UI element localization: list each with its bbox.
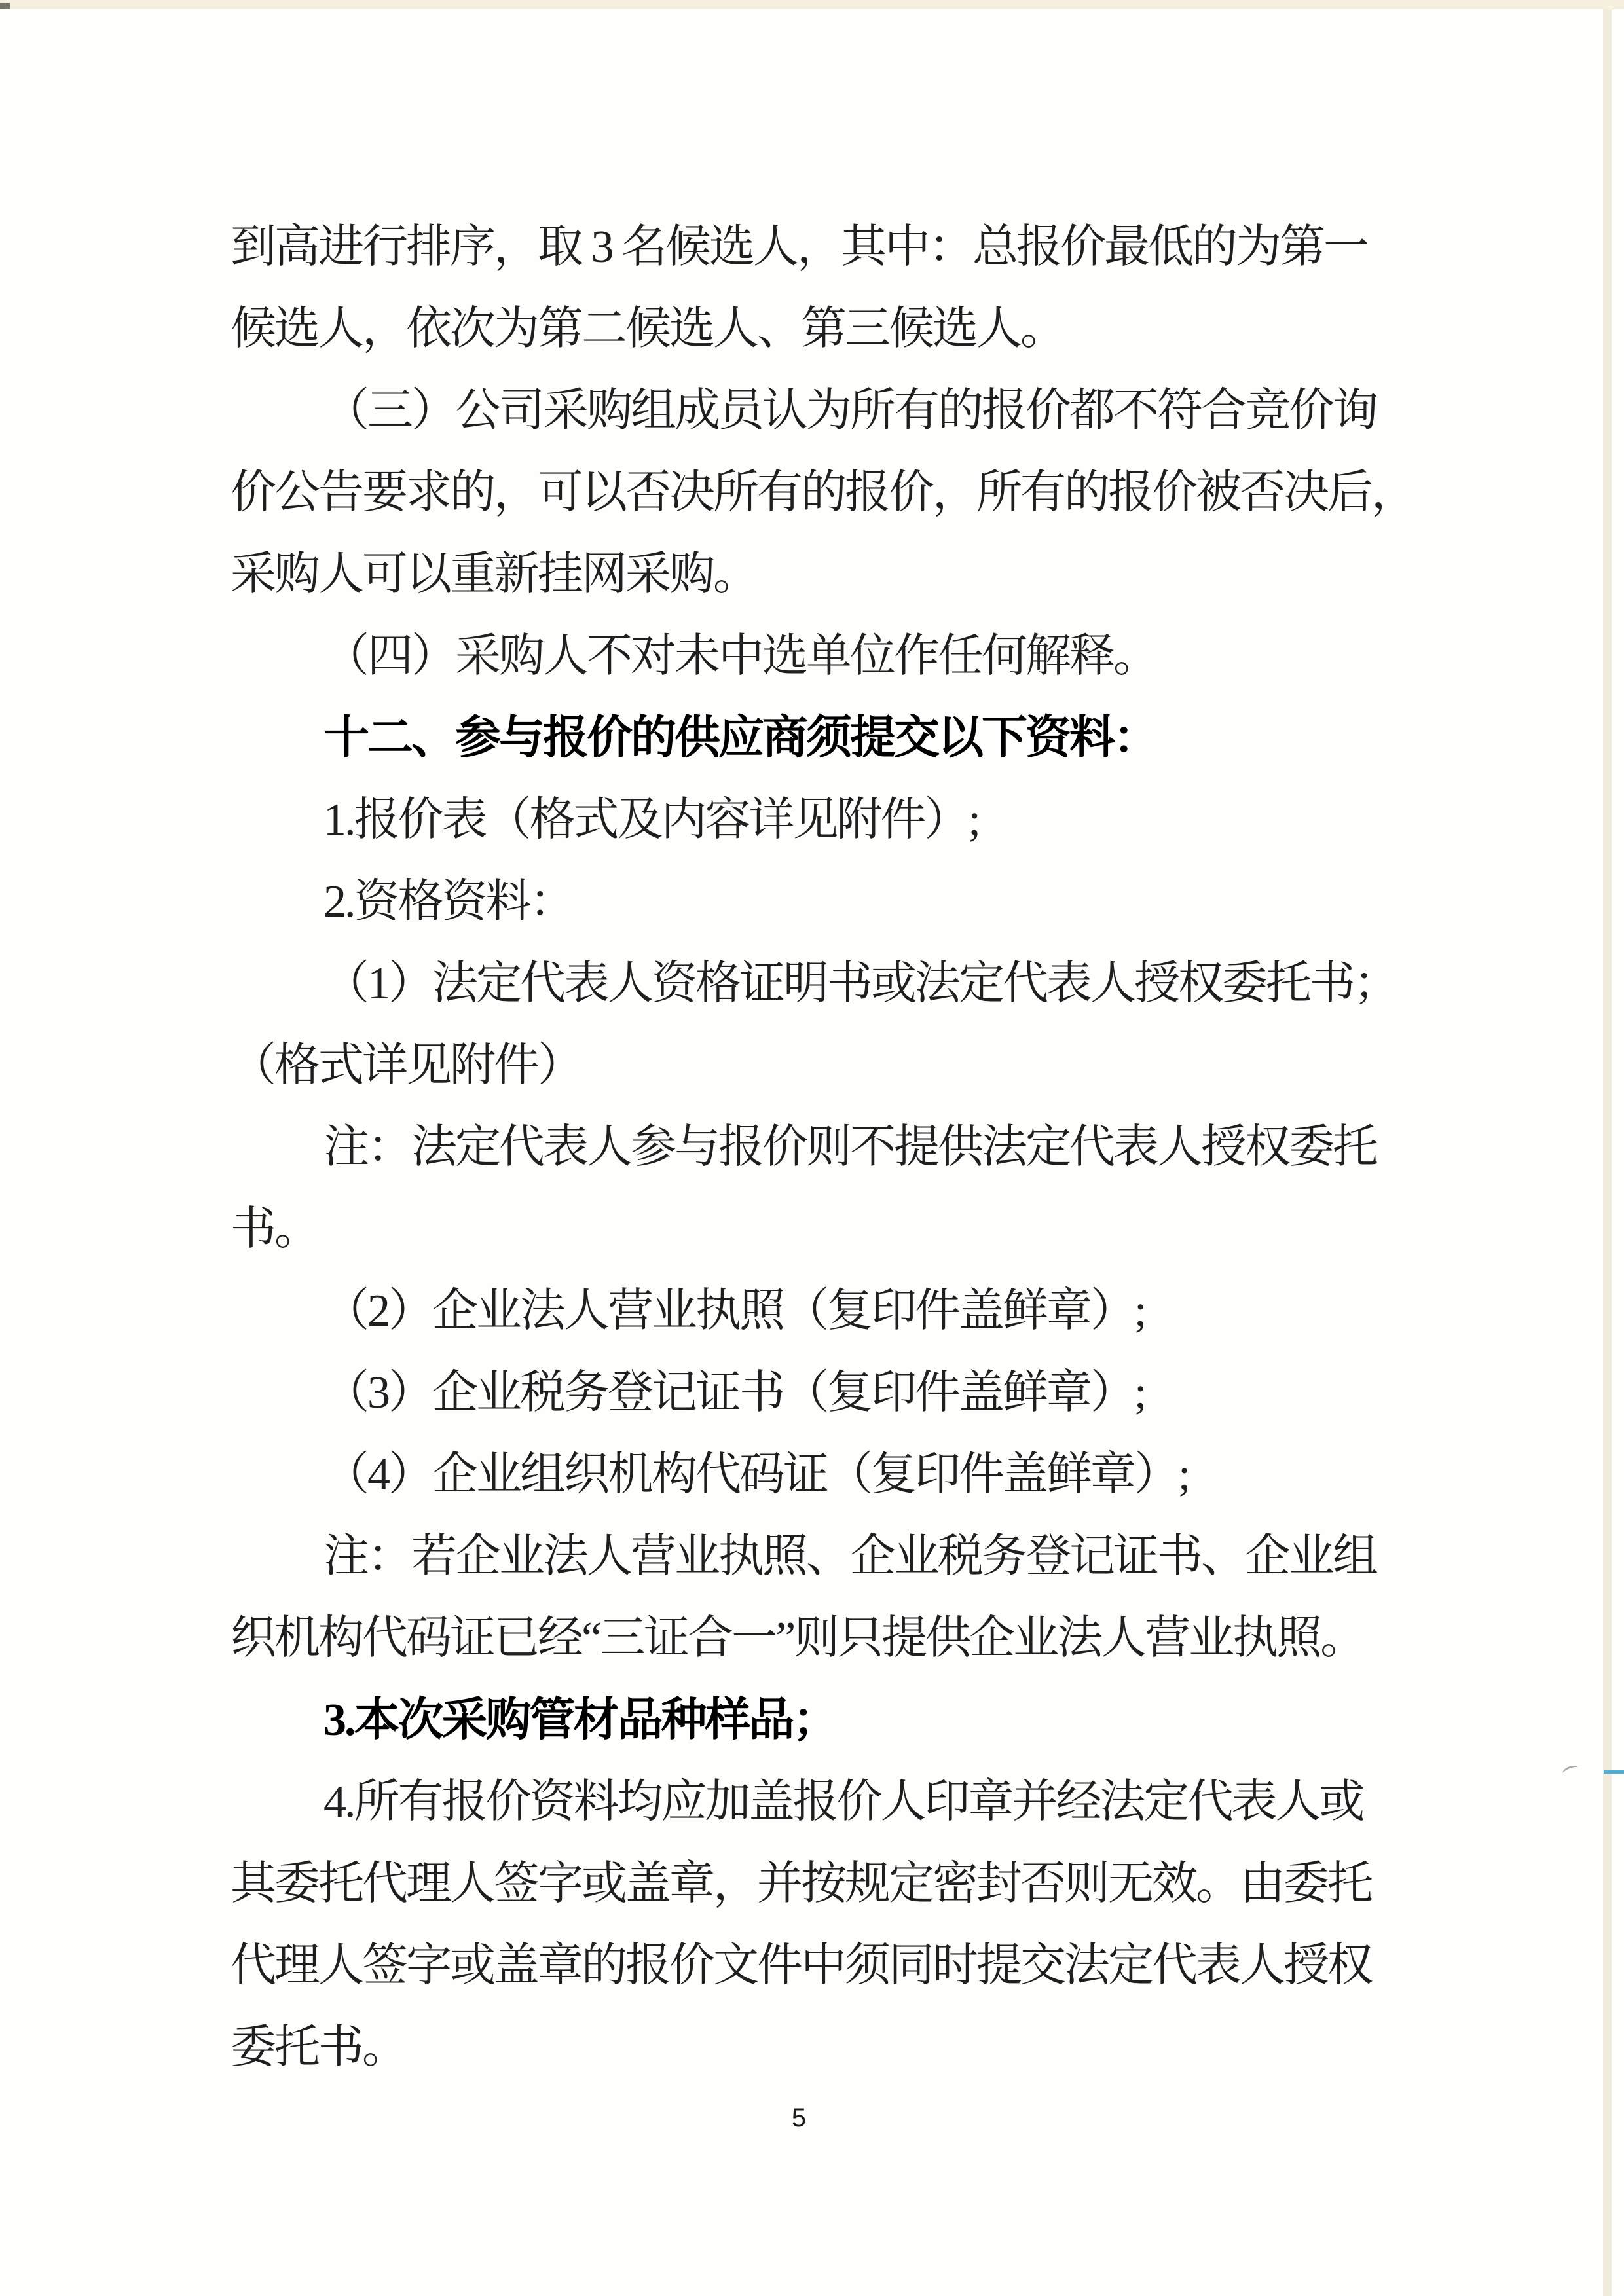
text-line: （三）公司采购组成员认为所有的报价都不符合竞价询 <box>323 386 1376 436</box>
list-item: 1.报价表（格式及内容详见附件）; <box>323 795 979 845</box>
list-item: （4）企业组织机构代码证（复印件盖鲜章）; <box>323 1449 1189 1500</box>
list-item: （2）企业法人营业执照（复印件盖鲜章）; <box>323 1286 1145 1336</box>
note-line: 注：若企业法人营业执照、企业税务登记证书、企业组 <box>323 1531 1376 1582</box>
text-line: 代理人签字或盖章的报价文件中须同时提交法定代表人授权 <box>231 1941 1371 1991</box>
page-number: 5 <box>791 2104 807 2132</box>
text-line: 采购人可以重新挂网采购。 <box>231 549 757 600</box>
section-heading: 十二、参与报价的供应商须提交以下资料： <box>323 713 1157 763</box>
text-line: 委托书。 <box>231 2022 406 2073</box>
list-item: 4.所有报价资料均应加盖报价人印章并经法定代表人或 <box>323 1777 1363 1827</box>
scan-pen-mark <box>1561 1764 1579 1777</box>
text-line: （格式详见附件） <box>231 1040 581 1091</box>
text-line: 到高进行排序，取 3 名候选人，其中：总报价最低的为第一 <box>231 222 1367 272</box>
document-body <box>231 206 1415 2088</box>
text-line: 织机构代码证已经“三证合一”则只提供企业法人营业执照。 <box>231 1613 1365 1664</box>
text-line: （四）采购人不对未中选单位作任何解释。 <box>323 631 1157 682</box>
list-item: （3）企业税务登记证书（复印件盖鲜章）; <box>323 1368 1145 1418</box>
text-line: 其委托代理人签字或盖章，并按规定密封否则无效。由委托 <box>231 1859 1371 1909</box>
text-line: 候选人，依次为第二候选人、第三候选人。 <box>231 304 1064 354</box>
list-item: 2.资格资料： <box>323 877 574 927</box>
scan-top-edge-band <box>0 0 1624 9</box>
text-line: 价公告要求的，可以否决所有的报价，所有的报价被否决后， <box>231 467 1415 518</box>
scan-blue-artifact <box>1604 1770 1624 1774</box>
list-item: （1）法定代表人资格证明书或法定代表人授权委托书； <box>323 958 1397 1009</box>
bold-list-item: 3.本次采购管材品种样品； <box>323 1695 837 1745</box>
scan-topleft-mark <box>0 3 10 9</box>
note-line: 注：法定代表人参与报价则不提供法定代表人授权委托 <box>323 1122 1376 1173</box>
scan-right-edge-line <box>1603 9 1612 2296</box>
text-line: 书。 <box>231 1204 318 1254</box>
